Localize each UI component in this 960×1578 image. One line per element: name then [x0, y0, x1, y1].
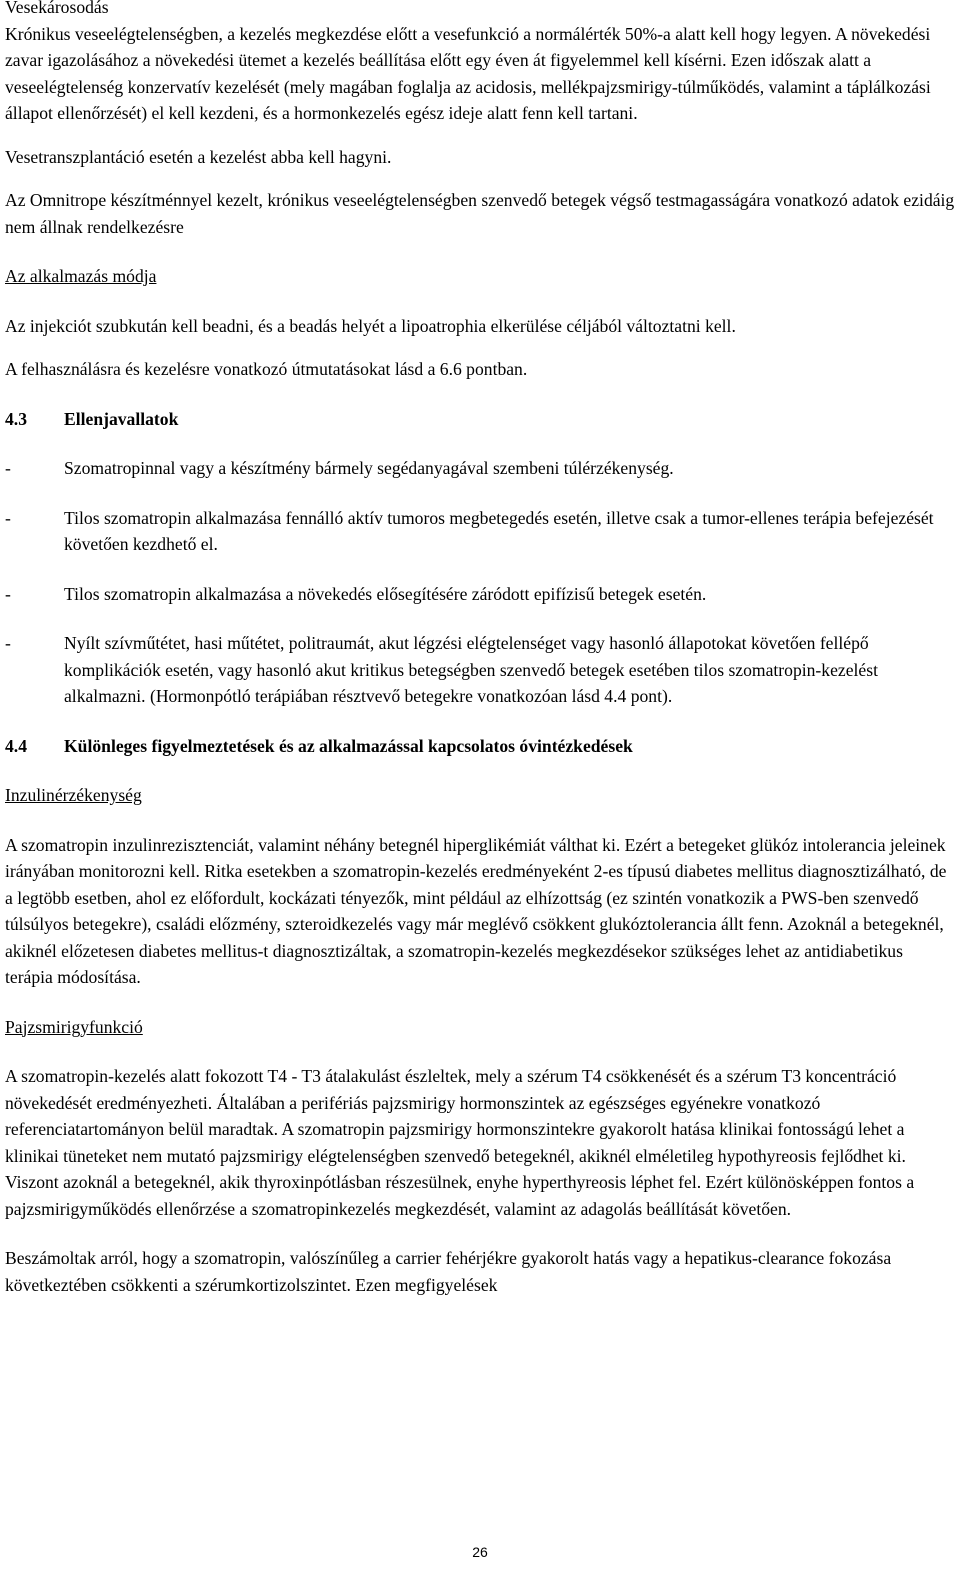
list-dash: -: [5, 633, 11, 653]
section-heading-4-4: [5, 733, 955, 760]
list-item-text: Szomatropinnal vagy a készítmény bármely segédanyagával szembeni túlérzékenység.: [64, 458, 674, 478]
list-item: [5, 505, 955, 558]
paragraph-alkalmazas-2: A felhasználásra és kezelésre vonatkozó útmutatásokat lásd a 6.6 pontban.: [5, 359, 528, 379]
section-title-pajzsmirigyfunkcio: Pajzsmirigyfunkció: [5, 1016, 143, 1037]
section-title-vesekarosodas: Vesekárosodás: [5, 0, 109, 17]
list-dash: -: [5, 507, 11, 528]
paragraph-alkalmazas-1: Az injekciót szubkután kell beadni, és a beadás helyét a lipoatrophia elkerülése céljából változtatni kell.: [5, 315, 736, 336]
list-item-text: Nyílt szívműtétet, hasi műtétet, politraumát, akut légzési elégtelenséget vagy hasonló állapotokat követően fellépő komplikációk esetén, vagy hasonló akut kritikus betegségben szenvedő betegek esetében tilos szomatropin-kezelést alkalmazni. (Hormonpótló terápiában résztvevő betegekre vonatkozóan lásd 4.4 pont).: [64, 633, 878, 706]
section-number: 4.3: [5, 408, 27, 429]
list-item-text: Tilos szomatropin alkalmazása fennálló aktív tumoros megbetegedés esetén, illetve csak a tumor-ellenes terápia befejezését követően kezdhető el.: [64, 507, 934, 554]
list-dash: -: [5, 458, 11, 478]
section-heading-4-3: [5, 406, 955, 433]
section-number: 4.4: [5, 735, 27, 756]
list-item: [5, 455, 955, 482]
list-dash: -: [5, 583, 11, 604]
list-item: [5, 630, 955, 710]
paragraph-vese-1: Krónikus veseelégtelenségben, a kezelés megkezdése előtt a vesefunkció a normálérték 50%-a alatt kell hogy legyen. A növekedési zavar igazolásához a növekedési ütemet a kezelés beállítása előtt egy éven át figyelemmel kell kísérni. Ezen időszak alatt a veseelégtelenség konzervatív kezelését (mely magában foglalja az acidosis, mellékpajzsmirigy-túlműködés, valamint a táplálkozási állapot ellenőrzését) el kell kezdeni, és a hormonkezelés egész ideje alatt fenn kell tartani.: [5, 23, 931, 123]
paragraph-pajzsmirigy-1: A szomatropin-kezelés alatt fokozott T4 - T3 átalakulást észleltek, mely a szérum T4 csökkenését és a szérum T3 koncentráció növekedését eredményezheti. Általában a perifériás pajzsmirigy hormonszintek az egészséges egyénekre vonatkozó referenciatartományon belül maradtak. A szomatropin pajzsmirigy hormonszintekre gyakorolt hatása klinikai fontosságú lehet a klinikai tüneteket nem mutató pajzsmirigy elégtelenségben szenvedő betegeknél, akiknél elméletileg hypothyreosis fejlődhet ki. Viszont azoknál a betegeknél, akik thyroxinpótlásban részesülnek, enyhe hyperthyreosis léphet fel. Ezért különösképpen fontos a pajzsmirigyműködés ellenőrzése a szomatropinkezelés megkezdését, valamint az adagolás beállítását követően.: [5, 1066, 915, 1219]
paragraph-vese-3: Az Omnitrope készítménnyel kezelt, krónikus veseelégtelenségben szenvedő betegek végső testmagasságára vonatkozó adatok ezidáig nem állnak rendelkezésre: [5, 190, 955, 237]
paragraph-inzulin-1: A szomatropin inzulinrezisztenciát, valamint néhány betegnél hiperglikémiát válthat ki. Ezért a betegeket glükóz intolerancia jeleinek irányában monitorozni kell. Ritka esetekben a szomatropin-kezelés eredményeként 2-es típusú diabetes mellitus diagnosztizálható, de a legtöbb esetben, ahol ez előfordult, kockázati tényezők, mint például az elhízottság (ez szintén vonatkozik a PWS-ben szenvedő túlsúlyos betegekre), családi előzmény, szteroidkezelés vagy már meglévő csökkent glukóztolerancia állt fenn. Azoknál a betegeknél, akiknél előzetesen diabetes mellitus-t diagnosztizáltak, a szomatropin-kezelés megkezdésekor szükséges lehet az antidiabetikus terápia módosítása.: [5, 834, 947, 987]
page-number: 26: [472, 1544, 488, 1560]
list-item-text: Tilos szomatropin alkalmazása a növekedés elősegítésére záródott epifízisű betegek esetén.: [64, 583, 707, 604]
section-heading-text: Különleges figyelmeztetések és az alkalmazással kapcsolatos óvintézkedések: [64, 735, 633, 756]
section-title-alkalmazas: Az alkalmazás módja: [5, 266, 157, 286]
paragraph-pajzsmirigy-2: Beszámoltak arról, hogy a szomatropin, valószínűleg a carrier fehérjékre gyakorolt hatás vagy a hepatikus-clearance fokozása következtében csökkenti a szérumkortizolszintet. Ezen megfigyelések: [5, 1248, 892, 1295]
list-item: [5, 581, 955, 608]
paragraph-vese-2: Vesetranszplantáció esetén a kezelést abba kell hagyni.: [5, 146, 392, 167]
section-heading-text: Ellenjavallatok: [64, 408, 179, 429]
section-title-inzulinerzekenyseg: Inzulinérzékenység: [5, 785, 142, 805]
